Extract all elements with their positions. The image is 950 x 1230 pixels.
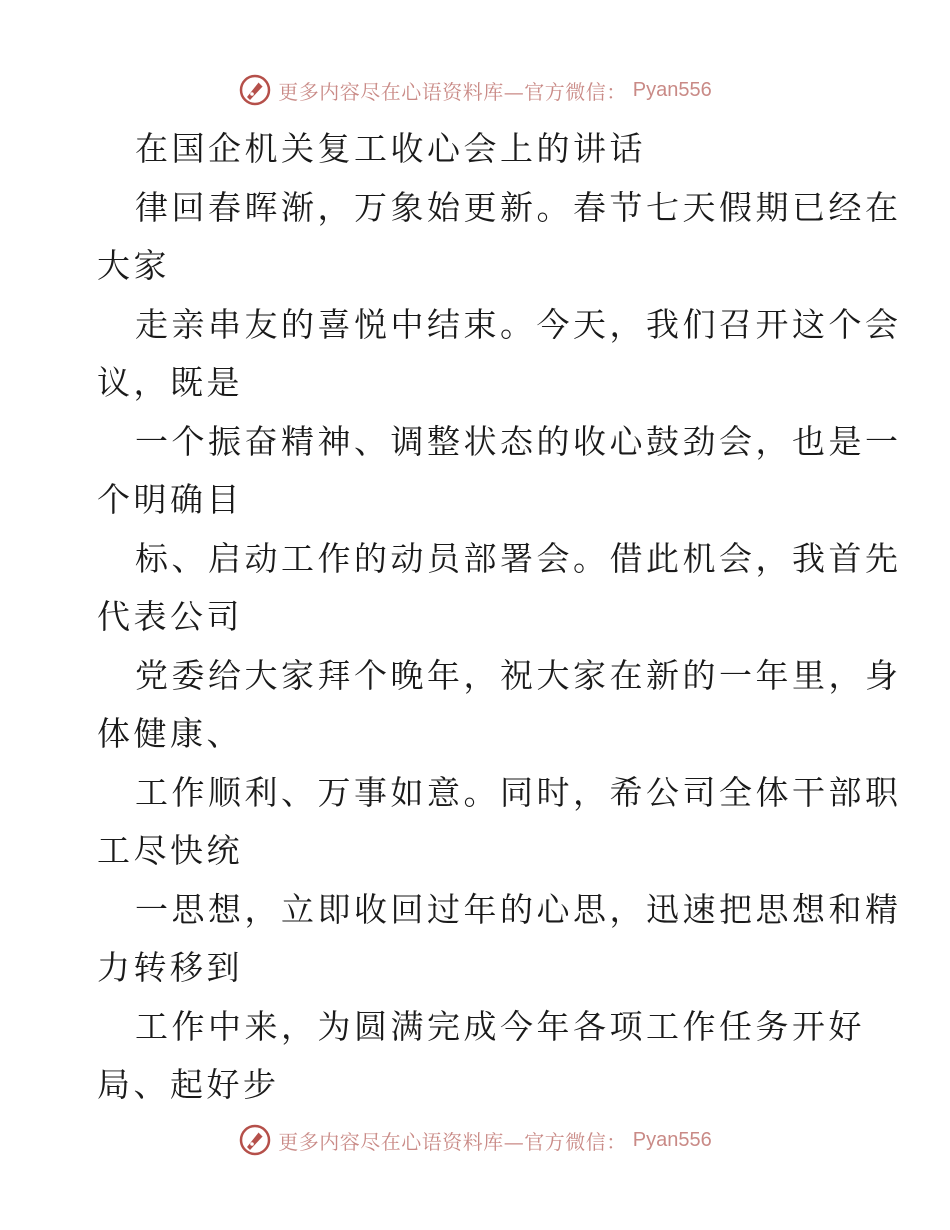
text-line: 代表公司: [97, 597, 243, 636]
text-line: 走亲串友的喜悦中结束。今天，我们召开这个会: [135, 304, 902, 344]
watermark-text: 更多内容尽在心语资料库—官方微信：: [278, 79, 627, 104]
text-line: 议，既是: [97, 363, 243, 402]
text-line: 律回春晖渐，万象始更新。春节七天假期已经在: [135, 187, 902, 227]
text-line: 个明确目: [97, 480, 243, 519]
footer-watermark: [0, 1120, 950, 1160]
text-line: 局、起好步: [97, 1065, 280, 1104]
text-line: 标、启动工作的动员部署会。借此机会，我首先: [135, 538, 902, 578]
text-line: 一思想，立即收回过年的心思，迅速把思想和精: [135, 889, 902, 929]
text-line: 工作中来，为圆满完成今年各项工作任务开好: [135, 1006, 865, 1046]
pen-nib-logo-icon: [238, 1123, 272, 1157]
text-line: 体健康、: [97, 714, 243, 753]
document-body: [97, 120, 902, 1115]
text-line: 工尽快统: [97, 831, 243, 870]
watermark-wechat-id: Pyan556: [632, 1128, 712, 1151]
pen-nib-logo-icon: [238, 73, 272, 107]
document-title: 在国企机关复工收心会上的讲话: [135, 129, 646, 168]
watermark-text: 更多内容尽在心语资料库—官方微信：: [278, 1129, 627, 1154]
watermark-wechat-id: Pyan556: [632, 78, 712, 101]
text-line: 党委给大家拜个晚年，祝大家在新的一年里，身: [135, 655, 902, 695]
text-line: 力转移到: [97, 948, 243, 987]
header-watermark: [0, 70, 950, 110]
text-line: 大家: [97, 246, 170, 285]
text-line: 一个振奋精神、调整状态的收心鼓劲会，也是一: [135, 421, 902, 461]
text-line: 工作顺利、万事如意。同时，希公司全体干部职: [135, 772, 902, 812]
